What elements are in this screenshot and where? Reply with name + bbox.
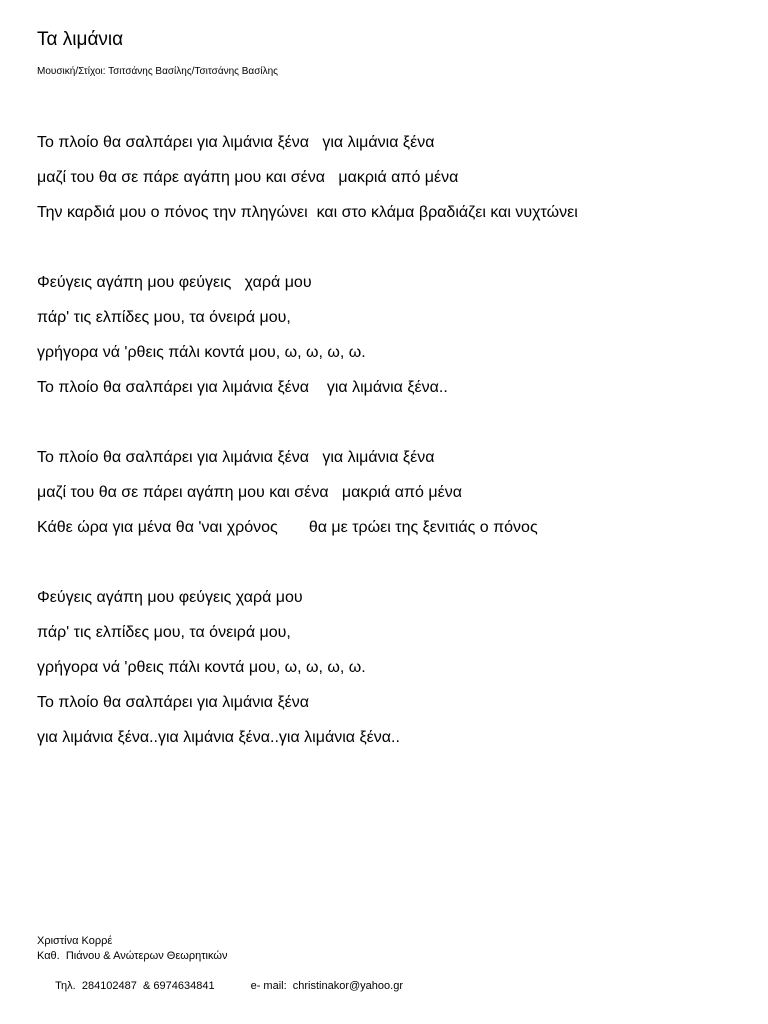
song-credits: Μουσική/Στίχοι: Τσιτσάνης Βασίλης/Τσιτσάνης Βασίλης — [37, 66, 278, 77]
lyric-line: Το πλοίο θα σαλπάρει για λιμάνια ξένα για λιμάνια ξένα — [37, 134, 435, 151]
lyric-line: πάρ' τις ελπίδες μου, τα όνειρά μου, — [37, 624, 291, 641]
author-name: Χριστίνα Κορρέ — [37, 935, 113, 947]
lyric-line: Το πλοίο θα σαλπάρει για λιμάνια ξένα — [37, 694, 310, 711]
lyrics-body — [37, 125, 757, 790]
stanza-1 — [37, 125, 757, 230]
lyric-line: Φεύγεις αγάπη μου φεύγεις χαρά μου — [37, 589, 303, 606]
author-role: Καθ. Πιάνου & Ανώτερων Θεωρητικών — [37, 950, 228, 962]
lyric-line: Φεύγεις αγάπη μου φεύγεις χαρά μου — [37, 274, 312, 291]
email-address: e- mail: christinakor@yahoo.gr — [250, 980, 403, 992]
lyric-line: πάρ' τις ελπίδες μου, τα όνειρά μου, — [37, 309, 291, 326]
lyric-line: γρήγορα νά 'ρθεις πάλι κοντά μου, ω, ω, ω, ω. — [37, 659, 366, 676]
contact-row — [37, 964, 403, 1009]
lyric-line: γρήγορα νά 'ρθεις πάλι κοντά μου, ω, ω, ω, ω. — [37, 344, 366, 361]
song-title: Τα λιμάνια — [37, 29, 124, 50]
stanza-2 — [37, 265, 757, 405]
stanza-3 — [37, 440, 757, 545]
lyric-line: για λιμάνια ξένα..για λιμάνια ξένα..για λιμάνια ξένα.. — [37, 729, 400, 746]
lyric-line: Το πλοίο θα σαλπάρει για λιμάνια ξένα για λιμάνια ξένα.. — [37, 379, 448, 396]
lyric-line: Την καρδιά μου ο πόνος την πληγώνει και στο κλάμα βραδιάζει και νυχτώνει — [37, 204, 578, 221]
lyric-line: μαζί του θα σε πάρε αγάπη μου και σένα μακριά από μένα — [37, 169, 459, 186]
lyric-line: μαζί του θα σε πάρει αγάπη μου και σένα μακριά από μένα — [37, 484, 462, 501]
phone-numbers: Τηλ. 284102487 & 6974634841 — [55, 980, 215, 992]
author-footer — [37, 934, 403, 1009]
lyric-line: Κάθε ώρα για μένα θα 'ναι χρόνος θα με τρώει της ξενιτιάς ο πόνος — [37, 519, 538, 536]
stanza-4 — [37, 580, 757, 755]
lyric-line: Το πλοίο θα σαλπάρει για λιμάνια ξένα για λιμάνια ξένα — [37, 449, 435, 466]
